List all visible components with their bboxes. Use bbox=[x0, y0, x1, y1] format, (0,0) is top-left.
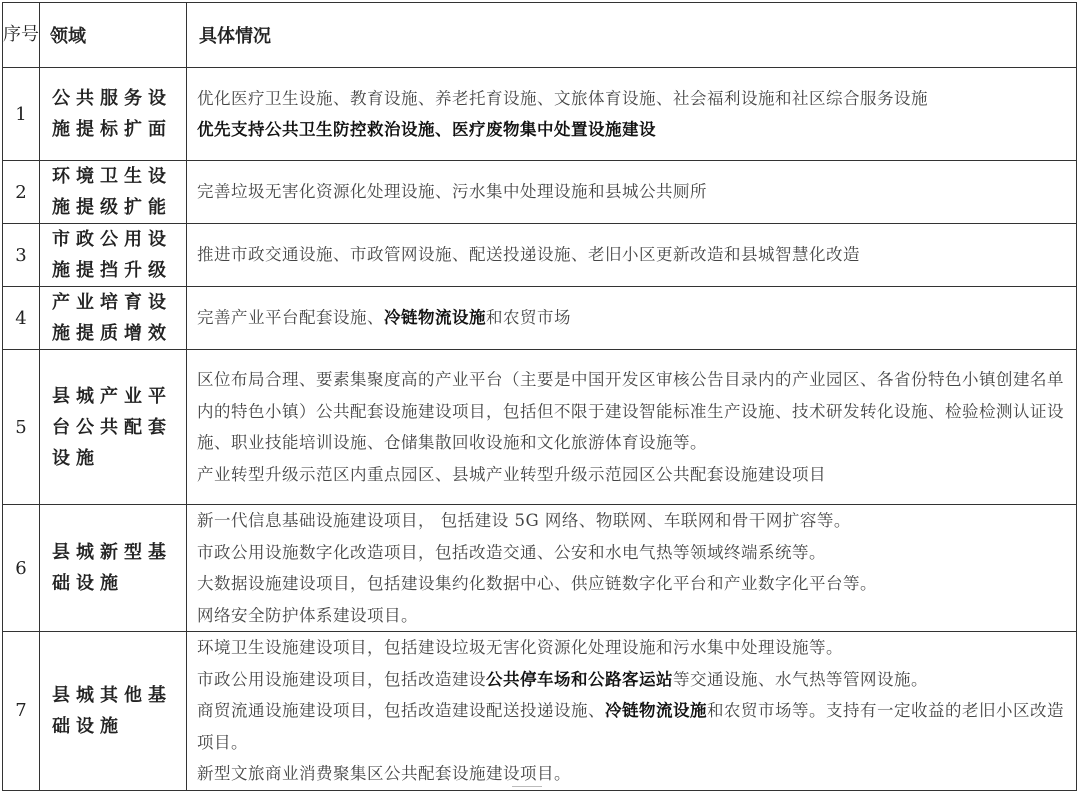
detail-emphasis: 冷链物流设施 bbox=[384, 308, 486, 328]
detail-line bbox=[197, 83, 1070, 115]
detail-line bbox=[197, 505, 1070, 537]
detail-line bbox=[197, 537, 1070, 569]
row-detail bbox=[187, 224, 1077, 287]
row-index: 2 bbox=[3, 161, 40, 224]
detail-line bbox=[197, 364, 1070, 459]
row-field: 环境卫生设施提级扩能 bbox=[40, 161, 187, 224]
detail-emphasis: 优先支持公共卫生防控救治设施、医疗废物集中处置设施建设 bbox=[197, 120, 656, 139]
detail-text: 网络安全防护体系建设项目。 bbox=[197, 605, 418, 625]
detail-line bbox=[197, 600, 1070, 632]
infrastructure-table bbox=[2, 2, 1077, 791]
detail-text: 商贸流通设施建设项目，包括改造建设配送投递设施、 bbox=[197, 701, 605, 720]
row-field: 县城新型基础设施 bbox=[40, 505, 187, 632]
detail-line bbox=[197, 664, 1070, 696]
detail-text: 等交通设施、水气热等管网设施。 bbox=[673, 669, 928, 689]
detail-text: 新一代信息基础设施建设项目， 包括建设 5G 网络、物联网、车联网和骨干网扩容等。 bbox=[197, 511, 851, 530]
detail-text: 市政公用设施数字化改造项目，包括改造交通、公安和水电气热等领域终端系统等。 bbox=[197, 542, 826, 562]
row-field: 公共服务设施提标扩面 bbox=[40, 68, 187, 161]
detail-line bbox=[197, 568, 1070, 600]
detail-line bbox=[197, 239, 1070, 271]
row-field: 市政公用设施提挡升级 bbox=[40, 224, 187, 287]
detail-text: 和农贸市场等。支持有一定收益的老旧小区改造项目。 bbox=[197, 701, 1064, 752]
row-detail bbox=[187, 350, 1077, 505]
detail-text: 产业转型升级示范区内重点园区、县城产业转型升级示范园区公共配套设施建设项目 bbox=[197, 464, 826, 484]
detail-text: 新型文旅商业消费聚集区公共配套设施建设项目。 bbox=[197, 764, 571, 783]
table-row bbox=[3, 632, 1077, 791]
row-detail bbox=[187, 287, 1077, 350]
table-row bbox=[3, 68, 1077, 161]
detail-line bbox=[197, 176, 1070, 208]
table-row bbox=[3, 287, 1077, 350]
row-index: 3 bbox=[3, 224, 40, 287]
row-field: 县城产业平台公共配套设施 bbox=[40, 350, 187, 505]
detail-text: 和农贸市场 bbox=[486, 308, 571, 328]
detail-text: 优化医疗卫生设施、教育设施、养老托育设施、文旅体育设施、社会福利设施和社区综合服务设施 bbox=[197, 88, 928, 108]
detail-emphasis: 公共停车场和公路客运站 bbox=[486, 669, 673, 689]
row-index: 4 bbox=[3, 287, 40, 350]
detail-text: 推进市政交通设施、市政管网设施、配送投递设施、老旧小区更新改造和县城智慧化改造 bbox=[197, 245, 860, 265]
detail-line bbox=[197, 758, 1070, 790]
row-detail bbox=[187, 161, 1077, 224]
header-detail: 具体情况 bbox=[187, 3, 1077, 68]
detail-emphasis: 冷链物流设施 bbox=[605, 701, 707, 720]
detail-line bbox=[197, 114, 1070, 146]
detail-text: 市政公用设施建设项目，包括改造建设 bbox=[197, 669, 486, 689]
row-detail bbox=[187, 632, 1077, 791]
detail-line bbox=[197, 695, 1070, 758]
row-index: 5 bbox=[3, 350, 40, 505]
row-index: 1 bbox=[3, 68, 40, 161]
row-detail bbox=[187, 68, 1077, 161]
header-index: 序号 bbox=[3, 3, 40, 68]
header-field: 领域 bbox=[40, 3, 187, 68]
detail-line bbox=[197, 459, 1070, 491]
page-edge-mark bbox=[512, 786, 542, 787]
row-index: 6 bbox=[3, 505, 40, 632]
row-detail bbox=[187, 505, 1077, 632]
table-row bbox=[3, 505, 1077, 632]
table-row bbox=[3, 224, 1077, 287]
row-field: 县城其他基础设施 bbox=[40, 632, 187, 791]
detail-line bbox=[197, 302, 1070, 334]
table-row bbox=[3, 161, 1077, 224]
table-header-row bbox=[3, 3, 1077, 68]
row-field: 产业培育设施提质增效 bbox=[40, 287, 187, 350]
detail-text: 环境卫生设施建设项目，包括建设垃圾无害化资源化处理设施和污水集中处理设施等。 bbox=[197, 638, 843, 657]
detail-text: 完善垃圾无害化资源化处理设施、污水集中处理设施和县城公共厕所 bbox=[197, 182, 707, 202]
row-index: 7 bbox=[3, 632, 40, 791]
detail-text: 完善产业平台配套设施、 bbox=[197, 308, 384, 328]
detail-text: 区位布局合理、要素集聚度高的产业平台（主要是中国开发区审核公告目录内的产业园区、各省份特色小镇创建名单内的特色小镇）公共配套设施建设项目，包括但不限于建设智能标准生产设施、技术研发转化设施、检验检测认证设施、职业技能培训设施、仓储集散回收设施和文化旅游体育设施等。 bbox=[197, 370, 1064, 452]
detail-text: 大数据设施建设项目，包括建设集约化数据中心、供应链数字化平台和产业数字化平台等。 bbox=[197, 574, 877, 593]
detail-line bbox=[197, 632, 1070, 664]
table-row bbox=[3, 350, 1077, 505]
